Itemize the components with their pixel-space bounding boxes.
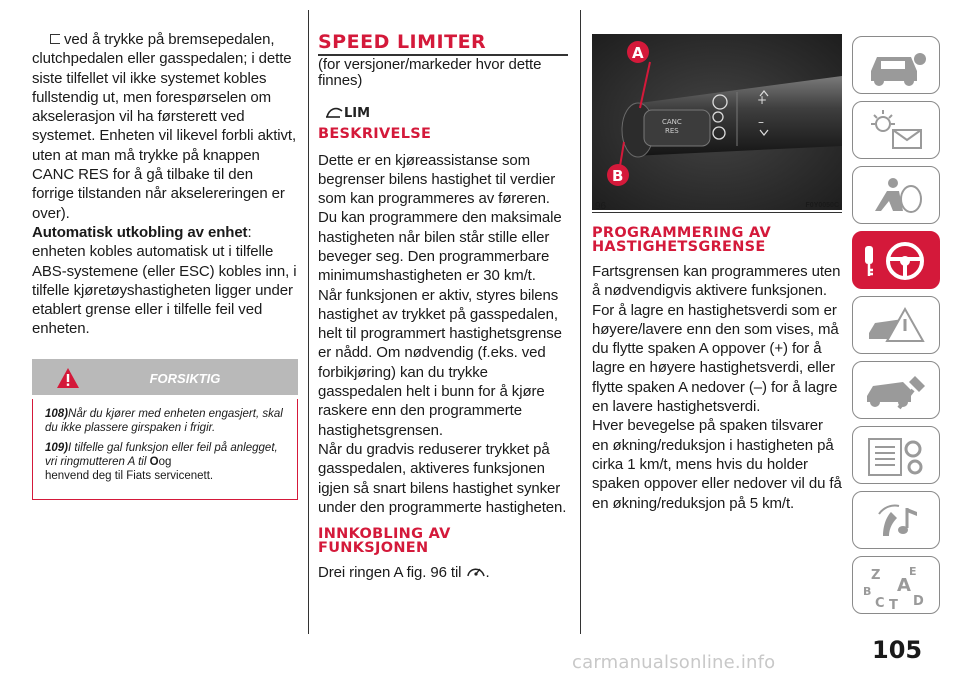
figure-96 bbox=[592, 34, 842, 210]
column-middle bbox=[318, 28, 568, 582]
description-p3: Når du gradvis reduserer trykket på gasspedalen, aktiveres funksjonen igjen så snart bilens hastighet synker under den programmerte hastigheten. bbox=[318, 440, 567, 516]
svg-text:E: E bbox=[909, 565, 917, 578]
svg-text:Z: Z bbox=[871, 568, 881, 583]
tab-starting-driving[interactable] bbox=[852, 231, 940, 289]
auto-off-paragraph: Automatisk utkobling av enhet: enheten kobles automatisk ut i tilfelle ABS-systemene (eller ESC) kobles inn, i tilfelle kjøretøyshastigheten ligger under etablert grense eller i tilfelle feil ved enheten. bbox=[32, 223, 297, 338]
heading-activation: INNKOBLING AV FUNKSJONEN bbox=[318, 526, 451, 557]
tab-safety[interactable] bbox=[852, 166, 940, 224]
label-a: A bbox=[632, 44, 644, 62]
svg-text:LIM: LIM bbox=[344, 105, 371, 121]
heading-programming: PROGRAMMERING AV HASTIGHETSGRENSE bbox=[592, 225, 772, 255]
tab-dashboard[interactable] bbox=[852, 36, 940, 94]
dashboard-icon bbox=[853, 37, 941, 95]
heading-description: BESKRIVELSE bbox=[318, 125, 432, 142]
warning-item-108: 108)Når du kjører med enheten engasjert, skal du ikke plassere girspaken i frigir. bbox=[45, 407, 283, 434]
label-b: B bbox=[612, 167, 624, 185]
column-left bbox=[32, 28, 298, 500]
safety-airbag-icon bbox=[853, 167, 941, 225]
emergency-icon bbox=[853, 297, 941, 355]
tab-index[interactable] bbox=[852, 556, 940, 614]
canc-label: CANC bbox=[662, 118, 682, 126]
svg-text:B: B bbox=[863, 585, 872, 598]
warning-lights-icon bbox=[853, 102, 941, 160]
description-p2: Når funksjonen er aktiv, styres bilens hastighet av trykket på gasspedalen, helt til programmert hastighetsgrense er nådd. Om nødvendig (f.eks. ved forbikjøring) kan du trykke gasspedalen helt i bunn for å kjøre raskere enn den programmerte hastighetsgrensen. bbox=[318, 286, 562, 439]
checkbox-icon bbox=[50, 34, 60, 44]
figure-caption bbox=[592, 199, 842, 213]
technical-data-icon bbox=[853, 427, 941, 485]
plus-symbol: + bbox=[757, 93, 768, 107]
index-icon bbox=[853, 557, 941, 615]
svg-text:D: D bbox=[913, 594, 924, 609]
speed-limiter-icon bbox=[324, 97, 371, 123]
figure-code: F0Y0050C bbox=[805, 202, 839, 209]
svg-text:A: A bbox=[897, 575, 911, 596]
section-title: SPEED LIMITER bbox=[318, 31, 487, 53]
figure-number: 96 bbox=[595, 201, 607, 212]
column-right bbox=[592, 226, 842, 513]
page-number: 105 bbox=[872, 636, 923, 664]
column-divider-left bbox=[308, 10, 309, 634]
tab-multimedia[interactable] bbox=[852, 491, 940, 549]
warning-title: FORSIKTIG bbox=[149, 370, 221, 386]
speed-limiter-icon bbox=[466, 563, 486, 579]
warning-header bbox=[32, 359, 298, 395]
multimedia-icon bbox=[853, 492, 941, 550]
svg-text:C: C bbox=[875, 596, 885, 611]
programming-p2: For å lagre en hastighetsverdi som er høyere/lavere enn den som vises, må du flytte spaken A oppover (+) for å lagre en høyere hastighetsverdi, eller flytte spaken A nedover (–) for å lagre en lavere hastighetsverdi. bbox=[592, 301, 839, 416]
warning-box bbox=[32, 359, 298, 500]
maintenance-icon bbox=[853, 362, 941, 420]
minus-symbol: – bbox=[758, 115, 764, 129]
tab-warning-lights[interactable] bbox=[852, 101, 940, 159]
column-divider-right bbox=[580, 10, 581, 634]
programming-p1: Fartsgrensen kan programmeres uten å nødvendigvis aktivere funksjonen. bbox=[592, 263, 841, 300]
auto-off-label: Automatisk utkobling av enhet bbox=[32, 223, 248, 241]
chapter-tabs bbox=[852, 36, 940, 621]
continued-paragraph: ved å trykke på bremsepedalen, clutchpedalen eller gasspedalen; i dette siste tilfellet vil ikke systemet kobles fullstendig ut, men forespørselen om akselerasjon vil ha førsterett ved systemet. Enheten vil likevel forbli aktivt, uten at man må trykke på knappen CANC RES for å gå tilbake til den forrige tilstanden når akselereringen er over). bbox=[32, 31, 297, 222]
warning-item-109: 109)I tilfelle gal funksjon eller feil på anlegget, vri ringmutteren A til Oog henvend deg til Fiats servicenett. bbox=[45, 441, 278, 482]
activation-text: Drei ringen A fig. 96 til . bbox=[318, 564, 490, 582]
ring-position-symbol: O bbox=[149, 455, 159, 468]
watermark: carmanualsonline.info bbox=[572, 652, 776, 673]
programming-p3: Hver bevegelse på spaken tilsvarer en økning/reduksjon i hastigheten på cirka 1 km/t, mens hvis du holder spaken oppover eller nedover vil du få en økning/reduksjon på 5 km/t. bbox=[592, 417, 842, 512]
section-subtitle: (for versjoner/markeder hvor dette finnes) bbox=[318, 55, 542, 89]
tab-technical-data[interactable] bbox=[852, 426, 940, 484]
stalk-illustration bbox=[592, 34, 842, 210]
tab-maintenance[interactable] bbox=[852, 361, 940, 419]
tab-emergency[interactable] bbox=[852, 296, 940, 354]
warning-body bbox=[32, 399, 298, 500]
svg-text:T: T bbox=[889, 598, 898, 613]
steering-wheel-icon bbox=[853, 232, 941, 290]
description-p1: Dette er en kjøreassistanse som begrenser bilens hastighet til verdier som kan programmeres av føreren. Du kan programmere den maksimale hastigheten når bilen står stille eller beveger seg. Den programmerbare minimumshastigheten er 30 km/t. bbox=[318, 151, 562, 285]
res-label: RES bbox=[665, 127, 679, 135]
